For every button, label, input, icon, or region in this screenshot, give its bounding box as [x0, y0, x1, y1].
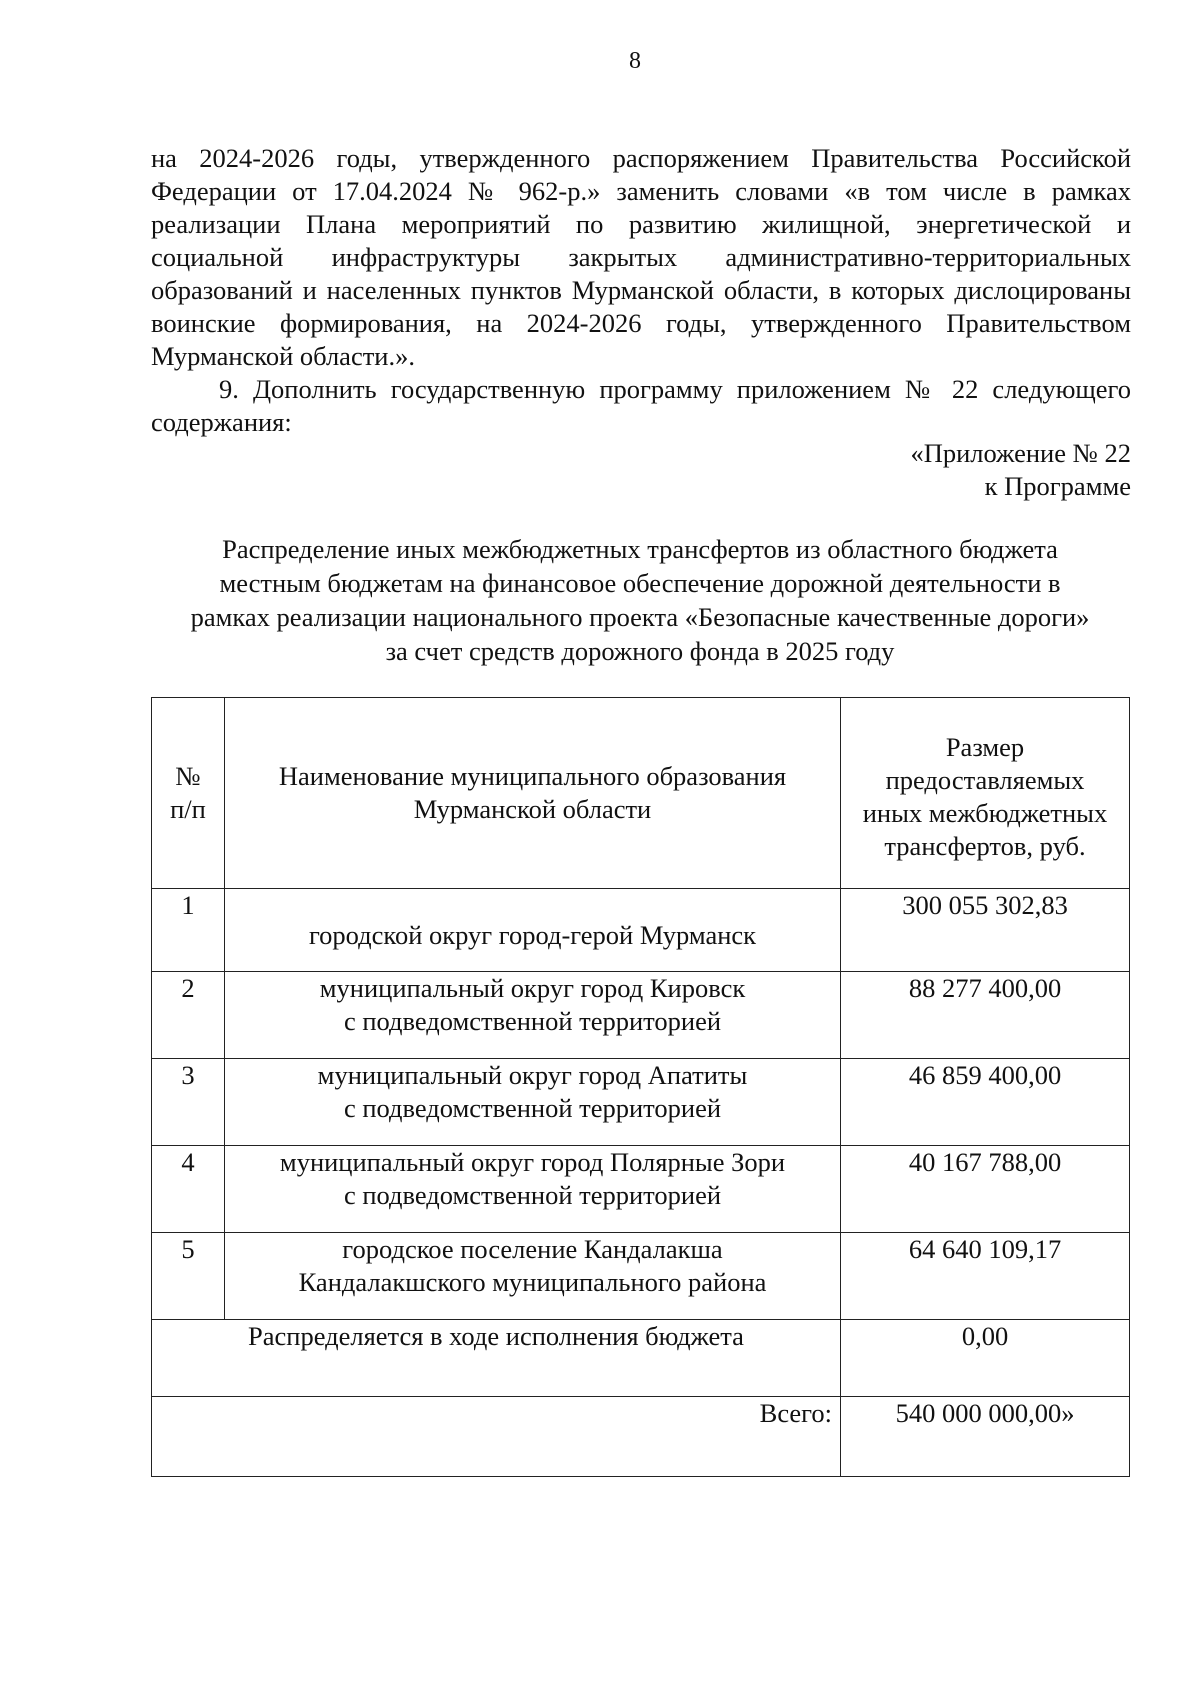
row-municipality: городской округ город-герой Мурманск — [225, 889, 841, 972]
row-number: 5 — [152, 1233, 225, 1320]
row-municipality: городское поселение Кандалакша Кандалакшского муниципального района — [225, 1233, 841, 1320]
title-line-4: за счет средств дорожного фонда в 2025 году — [385, 636, 895, 666]
appendix-reference — [910, 437, 1131, 503]
row-number: 1 — [152, 889, 225, 972]
row-number: 4 — [152, 1146, 225, 1233]
row-number: 3 — [152, 1059, 225, 1146]
table-header-row — [152, 698, 1130, 889]
page-number: 8 — [629, 48, 641, 74]
table-row — [152, 972, 1130, 1059]
appendix-program: к Программе — [984, 471, 1131, 501]
row-amount: 40 167 788,00 — [841, 1146, 1130, 1233]
row-municipality: муниципальный округ город Кировск с подведомственной территорией — [225, 972, 841, 1059]
table-row — [152, 889, 1130, 972]
row-municipality: муниципальный округ город Апатиты с подведомственной территорией — [225, 1059, 841, 1146]
table-row — [152, 1233, 1130, 1320]
paragraph-item-9: 9. Дополнить государственную программу приложением № 22 следующего содержания: — [151, 374, 1131, 437]
title-line-2: местным бюджетам на финансовое обеспечение дорожной деятельности в — [219, 568, 1061, 598]
table-row — [152, 1059, 1130, 1146]
table-row — [152, 1146, 1130, 1233]
distributed-amount: 0,00 — [841, 1320, 1130, 1397]
row-amount: 46 859 400,00 — [841, 1059, 1130, 1146]
row-amount: 88 277 400,00 — [841, 972, 1130, 1059]
table-row-total — [152, 1397, 1130, 1477]
total-label: Всего: — [152, 1397, 841, 1477]
transfers-table — [151, 697, 1130, 1477]
paragraph-amendment: на 2024-2026 годы, утвержденного распоряжением Правительства Российской Федерации от 17.04.2024 № 962-р.» заменить словами «в том числе в рамках реализации Плана мероприятий по развитию жилищной, энергетической и социальной инфраструктуры закрытых административно-территориальных образований и населенных пунктов Мурманской области, в которых дислоцированы воинские формирования, на 2024-2026 годы, утвержденного Правительством Мурманской области.». — [151, 143, 1131, 371]
total-amount: 540 000 000,00» — [841, 1397, 1130, 1477]
header-transfer-amount: Размер предоставляемых иных межбюджетных трансфертов, руб. — [841, 698, 1130, 889]
row-amount: 300 055 302,83 — [841, 889, 1130, 972]
title-line-1: Распределение иных межбюджетных трансфертов из областного бюджета — [222, 534, 1058, 564]
table-row-distributed — [152, 1320, 1130, 1397]
row-number: 2 — [152, 972, 225, 1059]
appendix-number: «Приложение № 22 — [910, 438, 1131, 468]
row-municipality: муниципальный округ город Полярные Зори с подведомственной территорией — [225, 1146, 841, 1233]
row-amount: 64 640 109,17 — [841, 1233, 1130, 1320]
header-municipality-name: Наименование муниципального образования Мурманской области — [225, 698, 841, 889]
header-number: № п/п — [152, 698, 225, 889]
title-line-3: рамках реализации национального проекта «Безопасные качественные дороги» — [190, 602, 1090, 632]
document-title — [140, 532, 1140, 668]
distributed-label: Распределяется в ходе исполнения бюджета — [152, 1320, 841, 1397]
